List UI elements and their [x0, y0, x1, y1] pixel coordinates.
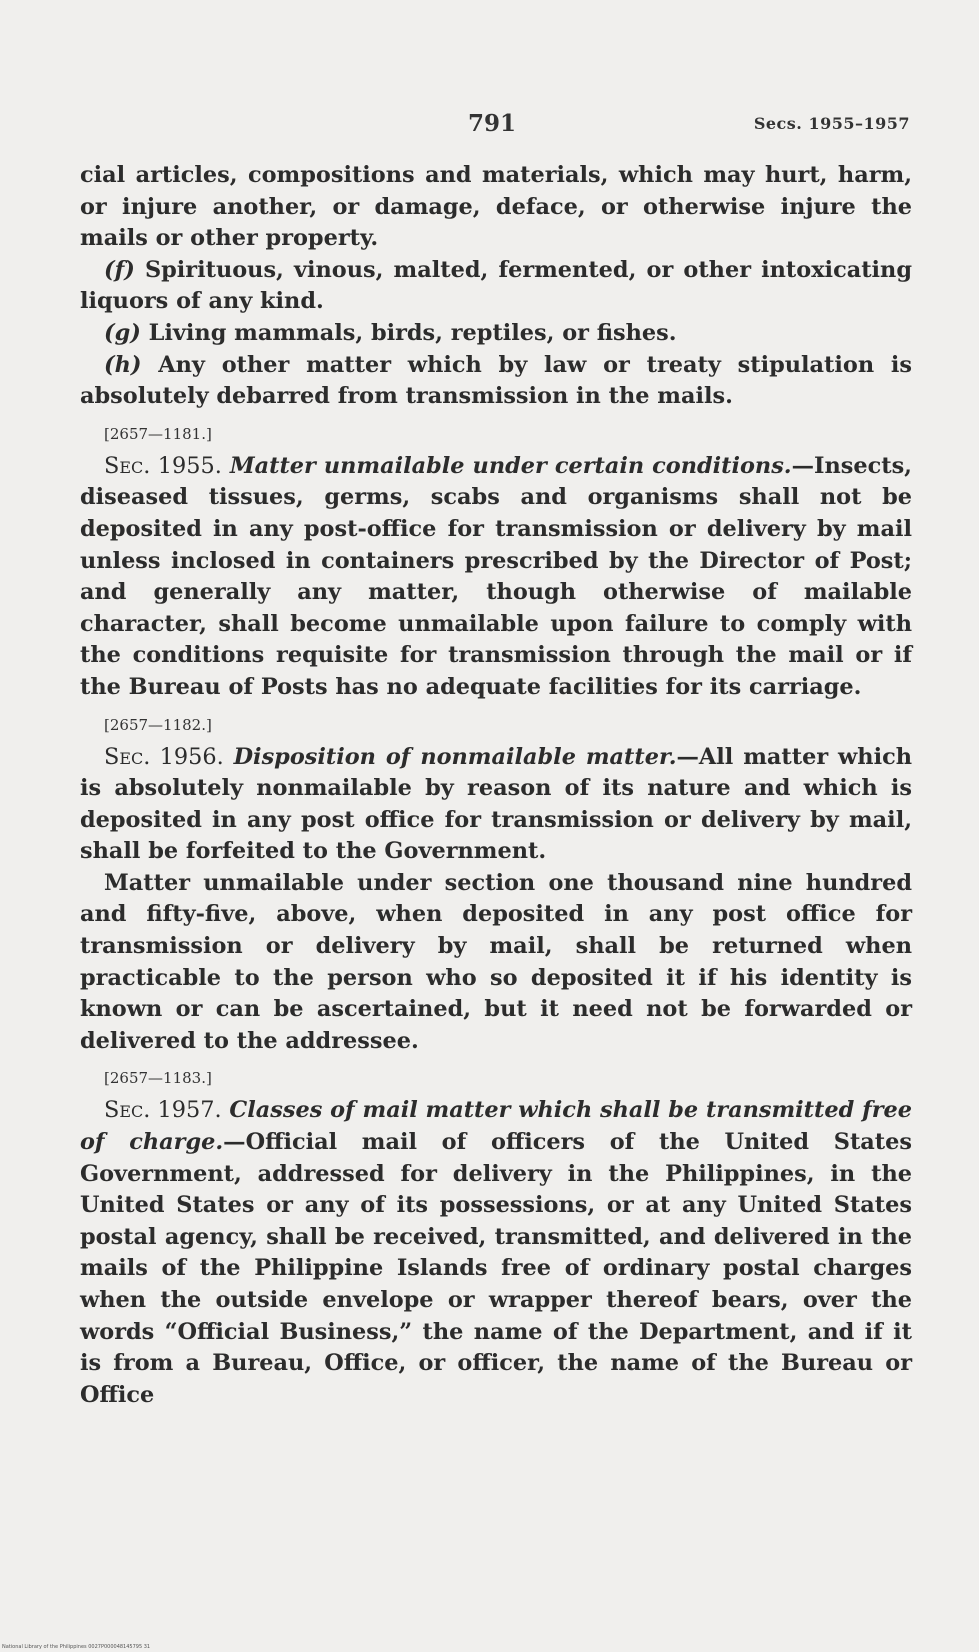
list-item [80, 350, 912, 413]
section-label: Sec. 1957. [104, 1097, 222, 1124]
body-text [80, 160, 912, 1411]
section-1955 [80, 451, 912, 704]
list-item [80, 255, 912, 318]
item-text: Living mammals, birds, reptiles, or fishes. [140, 319, 677, 346]
section-body: —Insects, diseased tissues, germs, scabs and organisms shall not be deposited in any post-office for transmission or delivery by mail unless inclosed in containers prescribed by the Director of Post; and generally any matter, though otherwise of mailable character, shall become unmailable upon failure to comply with the conditions requisite for transmission through the mail or if the Bureau of Posts has no adequate facilities for its carriage. [80, 452, 912, 700]
section-label: Sec. 1955. [104, 452, 222, 479]
item-text: Any other matter which by law or treaty stipulation is absolutely debarred from transmission in the mails. [80, 351, 912, 410]
section-label: Sec. 1956. [104, 743, 224, 770]
list-item [80, 318, 912, 350]
section-1957 [80, 1095, 912, 1411]
citation: [2657—1182.] [104, 715, 212, 734]
item-marker: (f) [104, 256, 135, 283]
citation: [2657—1183.] [104, 1069, 212, 1088]
item-marker: (h) [104, 351, 142, 378]
section-1956 [80, 742, 912, 868]
running-head: Secs. 1955–1957 [753, 114, 910, 133]
page-header [80, 110, 910, 146]
section-1956-paragraph-2: Matter unmailable under section one thousand nine hundred and fifty-five, above, when deposited in any post office for transmission or delivery by mail, shall be returned when practicable to the person who so deposited it if his identity is known or can be ascertained, but it need not be forwarded or delivered to the addressee. [80, 869, 912, 1054]
section-body: —Official mail of officers of the United States Government, addressed for delivery in the Philippines, in the United States or any of its possessions, or at any United States postal agency, shall be received, transmitted, and delivered in the mails of the Philippine Islands free of ordinary postal charges when the outside envelope or wrapper thereof bears, over the words “Official Business,” the name of the Department, and if it is from a Bureau, Office, or officer, the name of the Bureau or Office [80, 1129, 912, 1408]
item-marker: (g) [104, 319, 141, 346]
section-title: Matter unmailable under certain conditions. [229, 452, 792, 479]
section-body: —All matter which is absolutely nonmailable by reason of its nature and which is deposited in any post office for transmission or delivery by mail, shall be forfeited to the Government. [80, 743, 913, 865]
section-title: Classes of mail matter which shall be transmitted free of charge. [80, 1097, 912, 1156]
item-text: Spirituous, vinous, malted, fermented, or other intoxicating liquors of any kind. [80, 256, 912, 315]
continuation-paragraph: cial articles, compositions and materials, which may hurt, harm, or injure another, or damage, deface, or otherwise injure the mails or other property. [80, 162, 912, 252]
scan-credit: National Library of the Philippines 0027P000048145795 31 [2, 1644, 151, 1650]
section-title: Disposition of nonmailable matter. [233, 743, 677, 770]
citation: [2657—1181.] [104, 424, 212, 443]
page-number: 791 [468, 110, 517, 137]
